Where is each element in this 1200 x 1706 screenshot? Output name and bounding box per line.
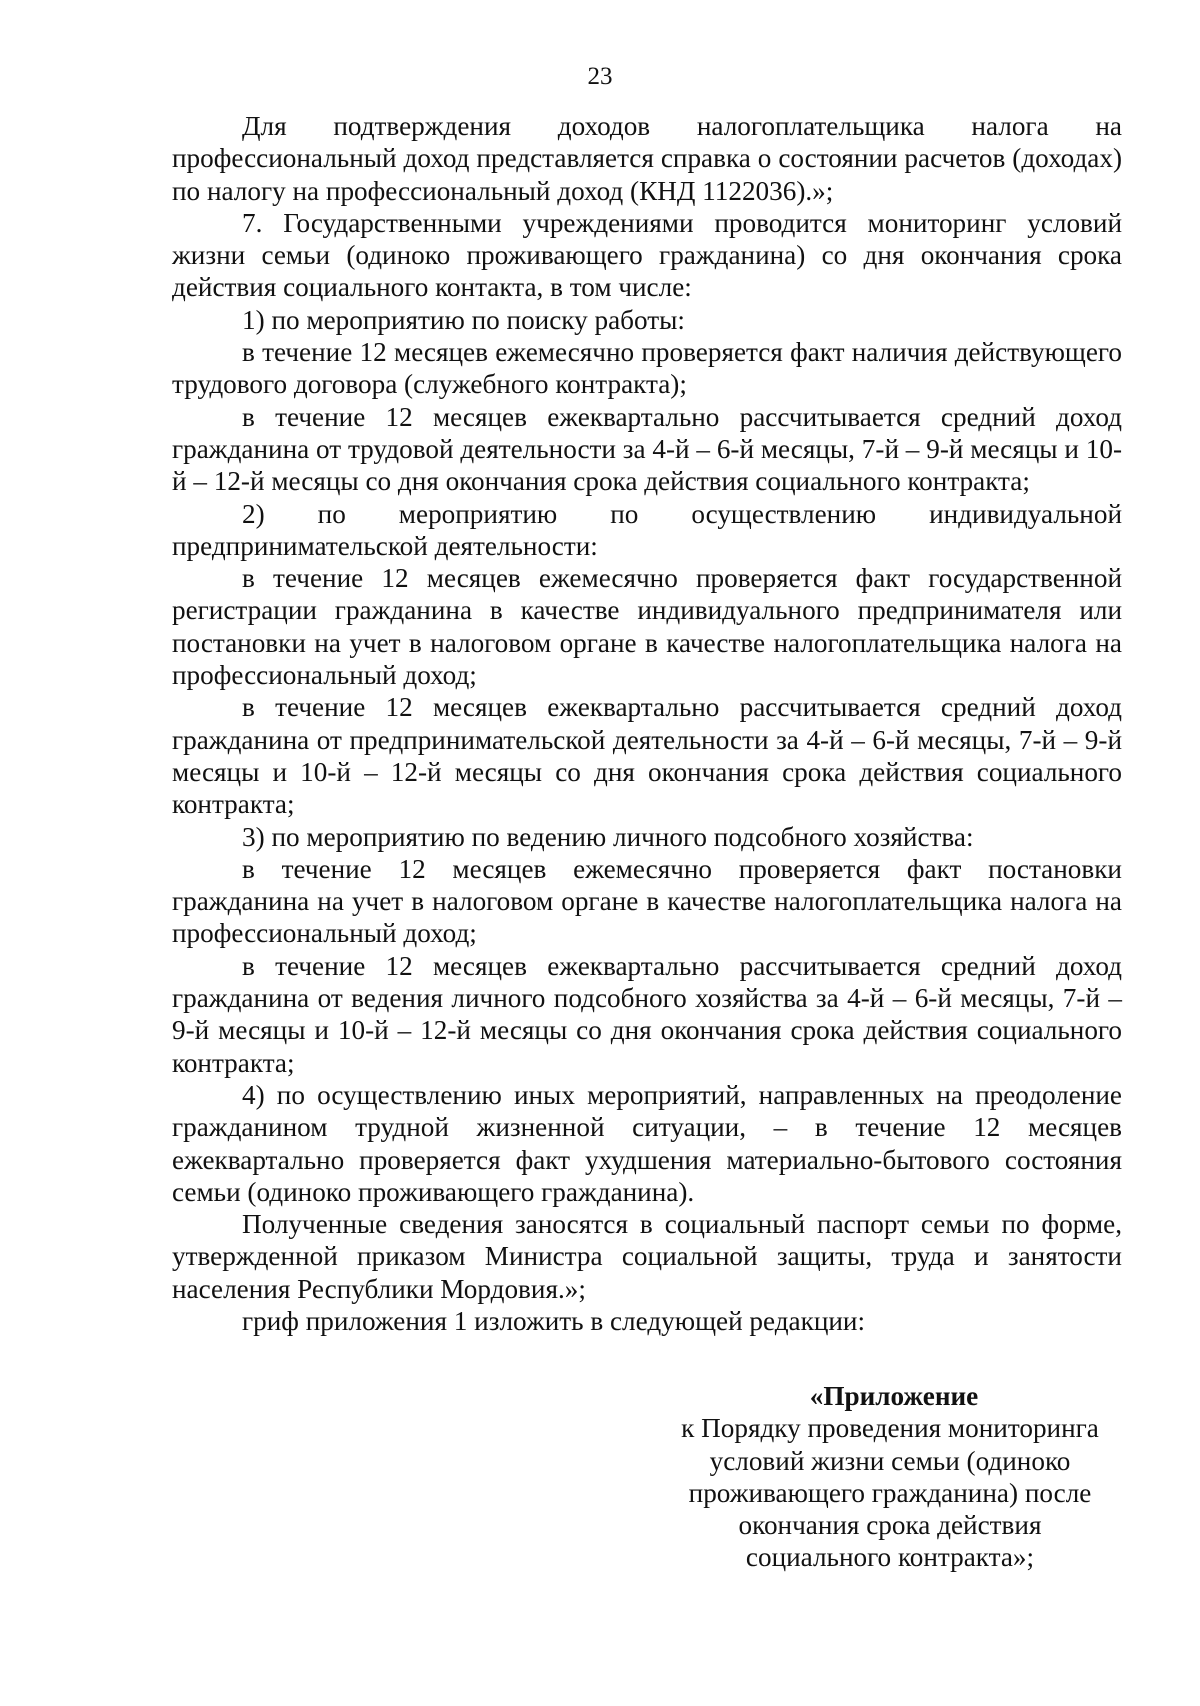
page-number: 23 — [587, 63, 613, 90]
appendix-line: проживающего гражданина) после — [688, 1477, 1092, 1508]
paragraph: гриф приложения 1 изложить в следующей редакции: — [242, 1305, 866, 1336]
document-body — [172, 110, 1122, 1337]
paragraph: в течение 12 месяцев ежеквартально рассчитывается средний доход гражданина от трудовой деятельности за 4-й – 6-й месяцы, 7-й – 9-й месяцы и 10-й – 12-й месяцы со дня окончания срока действия социального контракта; — [172, 401, 1122, 497]
appendix-open-quote: « — [809, 1381, 824, 1411]
paragraph: в течение 12 месяцев ежеквартально рассчитывается средний доход гражданина от ведения личного подсобного хозяйства за 4-й – 6-й месяцы, 7-й – 9-й месяцы и 10-й – 12-й месяцы со дня окончания срока действия социального контракта; — [172, 950, 1122, 1078]
paragraph: 4) по осуществлению иных мероприятий, направленных на преодоление гражданином трудной жизненной ситуации, – в течение 12 месяцев ежеквартально проверяется факт ухудшения материально-бытового состояния семьи (одиноко проживающего гражданина). — [172, 1079, 1122, 1207]
appendix-line: к Порядку проведения мониторинга — [681, 1413, 1099, 1444]
appendix-heading — [655, 1380, 1125, 1574]
paragraph: в течение 12 месяцев ежеквартально рассчитывается средний доход гражданина от предпринимательской деятельности за 4-й – 6-й месяцы, 7-й – 9-й месяцы и 10-й – 12-й месяцы со дня окончания срока действия социального контракта; — [172, 692, 1122, 820]
paragraph: 2) по мероприятию по осуществлению индивидуальной предпринимательской деятельности: — [172, 498, 1122, 561]
paragraph: 3) по мероприятию по ведению личного подсобного хозяйства: — [242, 821, 974, 852]
paragraph: в течение 12 месяцев ежемесячно проверяется факт наличия действующего трудового договора (служебного контракта); — [172, 337, 1122, 400]
paragraph: 7. Государственными учреждениями проводится мониторинг условий жизни семьи (одиноко проживающего гражданина) со дня окончания срока действия социального контакта, в том числе: — [172, 207, 1122, 303]
appendix-line: социального контракта»; — [745, 1542, 1035, 1573]
paragraph: 1) по мероприятию по поиску работы: — [242, 304, 685, 335]
appendix-title: Приложение — [823, 1381, 979, 1411]
paragraph: в течение 12 месяцев ежемесячно проверяется факт постановки гражданина на учет в налоговом органе в качестве налогоплательщика налога на профессиональный доход; — [172, 853, 1122, 949]
appendix-subtitle — [655, 1412, 1125, 1573]
appendix-line: окончания срока действия — [738, 1510, 1042, 1541]
paragraph: Полученные сведения заносятся в социальный паспорт семьи по форме, утвержденной приказом Министра социальной защиты, труда и занятости населения Республики Мордовия.»; — [172, 1209, 1122, 1304]
appendix-line: условий жизни семьи (одиноко — [709, 1445, 1071, 1476]
paragraph: в течение 12 месяцев ежемесячно проверяется факт государственной регистрации гражданина в качестве индивидуального предпринимателя или постановки на учет в налоговом органе в качестве налогоплательщика налога на профессиональный доход; — [172, 563, 1122, 691]
appendix-title-line — [655, 1380, 1125, 1412]
paragraph: Для подтверждения доходов налогоплательщика налога на профессиональный доход представляется справка о состоянии расчетов (доходах) по налогу на профессиональный доход (КНД 1122036).»; — [172, 111, 1122, 206]
